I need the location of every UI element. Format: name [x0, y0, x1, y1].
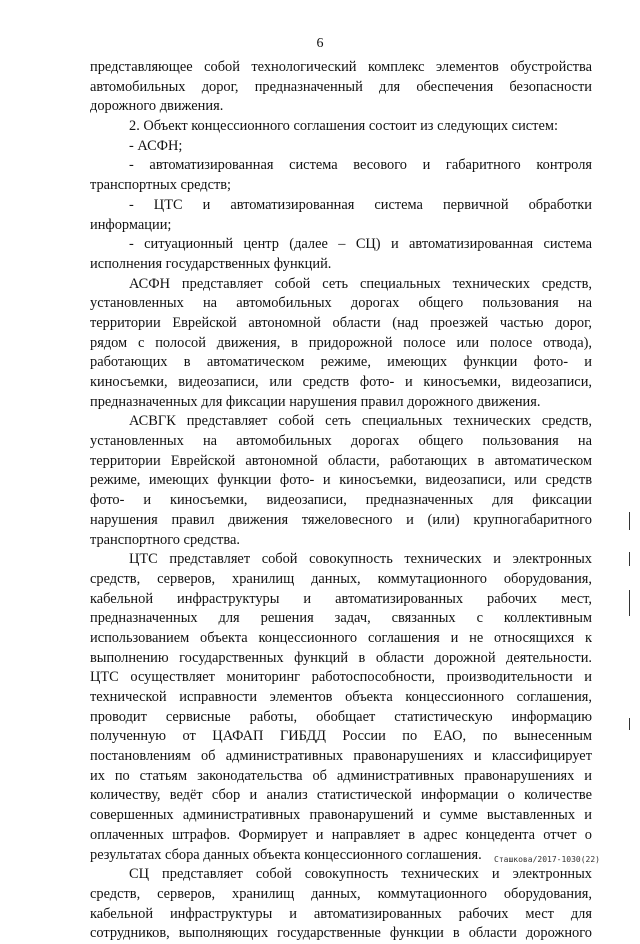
text-line: предназначенных для фиксации нарушения правил дорожного движения. [90, 393, 541, 410]
text-line: - ситуационный центр (далее – СЦ) и автоматизированная система [129, 236, 592, 253]
text-line: транспортного средства. [90, 531, 240, 548]
text-line: информации; [90, 216, 172, 233]
document-body [90, 58, 592, 944]
text-line: ЦТС осуществляет мониторинг работоспособности, производительности и [90, 669, 592, 686]
text-line: территории Еврейской автономной области, работающих в автоматическом [90, 452, 592, 469]
text-line: установленных на автомобильных дорогах общего пользования на [90, 433, 592, 450]
text-line: результатах сбора данных объекта концессионного соглашения. [90, 846, 482, 863]
text-line: кабельной инфраструктуры и автоматизированных рабочих мест для [90, 905, 592, 922]
text-line: их по статьям законодательства об административных правонарушениях и [90, 767, 592, 784]
text-line: дорожного движения. [90, 98, 224, 115]
text-line: исполнения государственных функций. [90, 255, 332, 272]
footer-code: Сташкова/2017-1030(22) [494, 855, 600, 864]
text-line: - автоматизированная система весового и габаритного контроля [129, 157, 592, 174]
text-line: 2. Объект концессионного соглашения состоит из следующих систем: [129, 118, 558, 135]
text-line: использованием объекта концессионного соглашения и не относящихся к [90, 629, 592, 646]
scan-margin-mark [629, 718, 630, 730]
text-line: рядом с полосой движения, в придорожной полосе или полосе отвода), [90, 334, 592, 351]
scan-margin-mark [629, 512, 630, 530]
text-line: режиме, имеющих функции фото- и киносъемки, видеозаписи, или средств [90, 472, 592, 489]
text-line: средств, серверов, хранилищ данных, коммутационного оборудования, [90, 885, 592, 902]
text-line: технической исправности элементов объекта концессионного соглашения, [90, 689, 592, 705]
text-line: киносъемки, видеозаписи, или средств фото- и киносъемки, видеозаписи, [90, 374, 592, 390]
text-line: выполнению государственных функций в области дорожной деятельности. [90, 649, 592, 666]
text-line: автомобильных дорог, предназначенный для обеспечения безопасности [90, 78, 592, 95]
text-line: АСВГК представляет собой сеть специальных технических средств, [129, 413, 592, 430]
text-line: территории Еврейской автономной области (над проезжей частью дорог, [90, 314, 592, 331]
text-line: предназначенных для решения задач, связанных с коллективным [90, 610, 592, 627]
text-line: постановлениям об административных правонарушениях и классифицирует [90, 748, 592, 765]
text-line: - ЦТС и автоматизированная система первичной обработки [129, 196, 592, 213]
text-line: транспортных средств; [90, 177, 232, 194]
text-line: представляющее собой технологический комплекс элементов обустройства [90, 59, 592, 75]
text-line: совершенных административных правонарушений и сумме выставленных и [90, 807, 592, 824]
page-number: 6 [316, 36, 324, 51]
text-line: проводит сервисные работы, обобщает статистическую информацию [90, 708, 592, 725]
text-line: сотрудников, выполняющих государственные функции в области дорожного [90, 925, 592, 942]
text-line: СЦ представляет собой совокупность технических и электронных [129, 866, 592, 883]
text-line: работающих в автоматическом режиме, имеющих функции фото- и [90, 354, 592, 371]
scan-margin-mark [629, 552, 630, 566]
text-line: полученную от ЦАФАП ГИБДД России по ЕАО, по вынесенным [90, 728, 592, 745]
text-line: количеству, ведёт сбор и анализ статистической информации о количестве [90, 787, 592, 804]
text-line: кабельной инфраструктуры и автоматизированных рабочих мест, [90, 590, 592, 607]
text-line: ЦТС представляет собой совокупность технических и электронных [129, 551, 592, 568]
scan-margin-mark [629, 590, 630, 616]
text-line: фото- и киносъемки, видеозаписи, предназначенных для фиксации [90, 492, 592, 509]
text-line: установленных на автомобильных дорогах общего пользования на [90, 295, 592, 312]
text-line: АСФН представляет собой сеть специальных технических средств, [129, 275, 592, 292]
text-line: средств, серверов, хранилищ данных, коммутационного оборудования, [90, 570, 592, 587]
text-line: - АСФН; [129, 137, 183, 154]
text-line: нарушения правил движения тяжеловесного и (или) крупногабаритного [90, 511, 592, 528]
text-line: оплаченных штрафов. Формирует и направляет в адрес концедента отчет о [90, 826, 592, 843]
